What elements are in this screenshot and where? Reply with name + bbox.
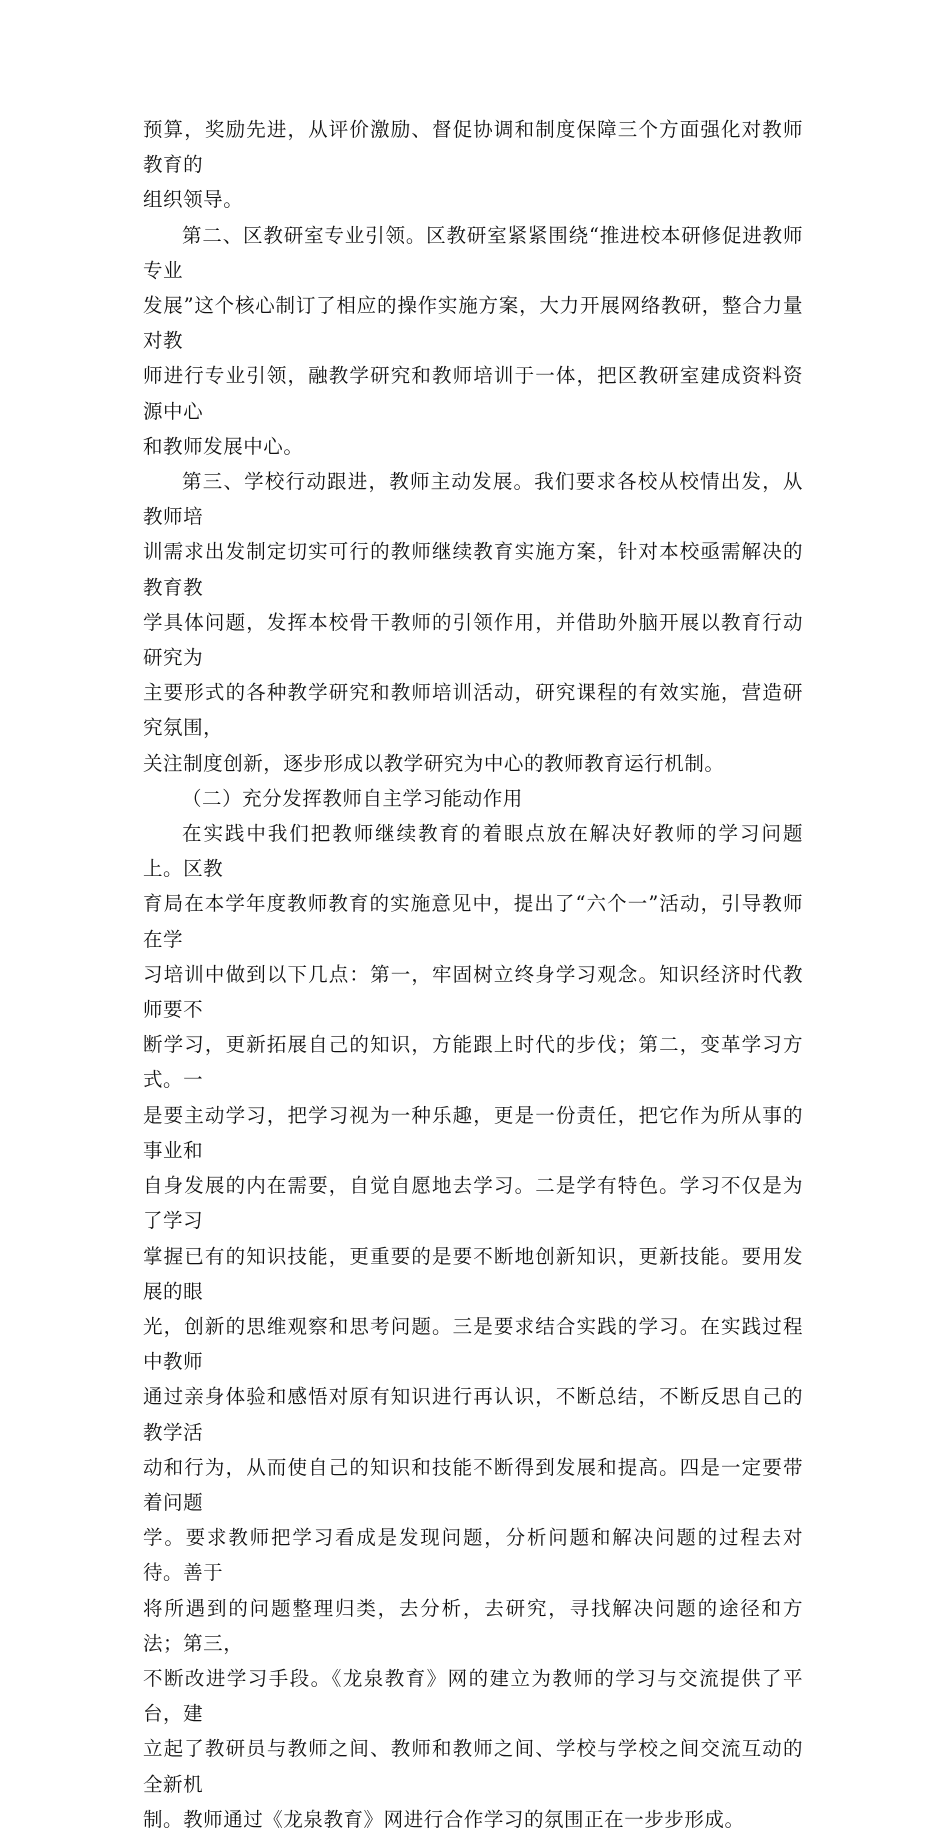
paragraph-self-learning: 在实践中我们把教师继续教育的着眼点放在解决好教师的学习问题上。区教 育局在本学年度教师教育的实施意见中，提出了“六个一”活动，引导教师在学 习培训中做到以下几点：第一，牢固树立终身学习观念。知识经济时代教师要不 断学习，更新拓展自己的知识，方能跟上时代的步伐；第二，变革学习方式。一 是要主动学习，把学习视为一种乐趣，更是一份责任，把它作为所从事的事业和 自身发展的内在需要，自觉自愿地去学习。二是学有特色。学习不仅是为了学习 掌握已有的知识技能，更重要的是要不断地创新知识，更新技能。要用发展的眼 光，创新的思维观察和思考问题。三是要求结合实践的学习。在实践过程中教师 通过亲身体验和感悟对原有知识进行再认识，不断总结，不断反思自己的教学活 动和行为，从而使自己的知识和技能不断得到发展和提高。四是一定要带着问题 学。要求教师把学习看成是发现问题，分析问题和解决问题的过程去对待。善于 将所遇到的问题整理归类，去分析，去研究，寻找解决问题的途径和方法；第三， 不断改进学习手段。《龙泉教育》网的建立为教师的学习与交流提供了平台，建 立起了教研员与教师之间、教师和教师之间、学校与学校之间交流互动的全新机 制。教师通过《龙泉教育》网进行合作学习的氛围正在一步步形成。 [143, 822, 803, 1831]
paragraph-district-research-office: 第二、区教研室专业引领。区教研室紧紧围绕“推进校本研修促进教师专业 发展”这个核心制订了相应的操作实施方案，大力开展网络教研，整合力量对教 师进行专业引领，融教学研究和教师培训于一体，把区教研室建成资料资源中心 和教师发展中心。 [143, 223, 803, 458]
paragraph-school-action: 第三、学校行动跟进，教师主动发展。我们要求各校从校情出发，从教师培 训需求出发制定切实可行的教师继续教育实施方案，针对本校亟需解决的教育教 学具体问题，发挥本校骨干教师的引领作用，并借助外脑开展以教育行动研究为 主要形式的各种教学研究和教师培训活动，研究课程的有效实施，营造研究氛围， 关注制度创新，逐步形成以教学研究为中心的教师教育运行机制。 [143, 470, 803, 775]
document-body [143, 112, 803, 1837]
paragraph-budget-leadership: 预算，奖励先进，从评价激励、督促协调和制度保障三个方面强化对教师教育的 组织领导。 [143, 118, 803, 212]
section-heading: （二）充分发挥教师自主学习能动作用 [182, 786, 523, 810]
